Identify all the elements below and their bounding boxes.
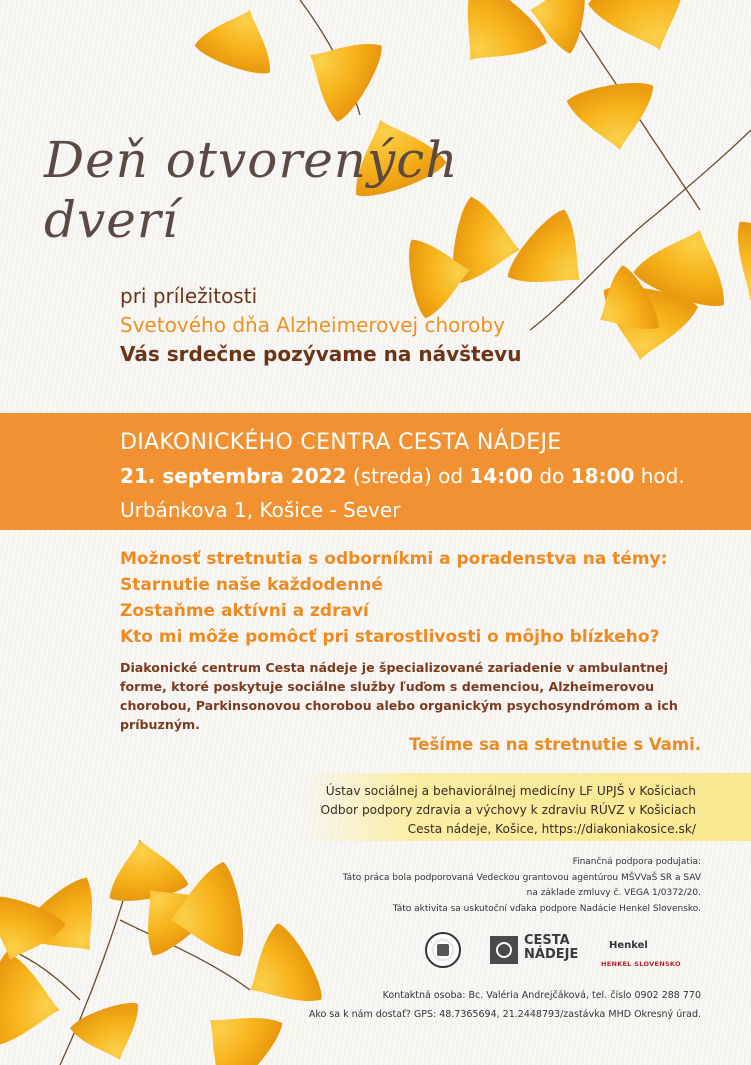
event-address: Urbánkova 1, Košice - Sever [120,498,401,522]
bottom-leaf-cluster [0,833,329,1065]
welcome-message: Tešíme sa na stretnutie s Vami. [409,735,701,754]
funding-line: Finančná podpora podujatia: [572,857,701,867]
center-description: Diakonické centrum Cesta nádeje je špecializované zariadenie v ambulantnej forme, ktoré poskytuje sociálne služby ľuďom s demenciou, Alzheimerovou chorobou, Parkinsonovou chorobou alebo organickým psychosyndrómom a ich príbuzným. [120,660,678,732]
organizer-name: DIAKONICKÉHO CENTRA CESTA NÁDEJE [120,430,562,455]
contact-info [309,986,701,1024]
event-date: 21. septembra 2022 [120,464,347,488]
intro-line-3: Vás srdečne pozývame na návštevu [120,342,522,366]
university-seal-logo [425,932,461,968]
topic-item: Starnutie naše každodenné [120,575,383,595]
henkel-logo-text: Henkel [609,940,648,951]
funding-line: na základe zmluvy č. VEGA 1/0372/20. [526,888,701,898]
start-time: 14:00 [469,464,534,488]
intro-line-2: Svetového dňa Alzheimerovej choroby [120,313,505,337]
topics-heading: Možnosť stretnutia s odborníkmi a poradenstva na témy: [120,549,668,569]
henkel-logo-subtext: HENKEL SLOVENSKO [601,960,681,968]
topic-item: Zostaňme aktívni a zdraví [120,601,369,621]
cesta-nadeje-mark-icon [490,936,518,964]
partner-line: Odbor podpory zdravia a výchovy k zdraviu RÚVZ v Košiciach [320,803,696,817]
contact-person: Kontaktná osoba: Bc. Valéria Andrejčáková, tel. číslo 0902 288 770 [382,990,701,1001]
from-word: od [438,464,464,488]
intro-line-1: pri príležitosti [120,284,258,308]
funding-info [343,855,701,917]
henkel-logo [601,932,701,972]
end-time: 18:00 [570,464,635,488]
partner-line: Ústav sociálnej a behaviorálnej medicíny LF UPJŠ v Košiciach [325,784,696,798]
funding-line: Táto práca bola podporovaná Vedeckou grantovou agentúrou MŠVVaŠ SR a SAV [342,872,701,883]
cesta-logo-text-1: CESTA [524,933,570,948]
to-word: do [539,464,565,488]
directions: Ako sa k nám dostať? GPS: 48.7365694, 21.2448793/zastávka MHD Okresný úrad. [308,1009,701,1020]
cesta-logo-text-2: NÁDEJE [524,947,579,962]
hours-word: hod. [640,464,685,488]
sponsor-logos [425,928,701,974]
event-info-band [0,413,751,530]
event-weekday: (streda) [352,464,432,488]
event-title: Deň otvorených dverí [44,131,459,249]
topic-item: Kto mi môže pomôcť pri starostlivosti o môjho blízkeho? [120,627,660,647]
intro-block [120,282,521,369]
topics-block [120,546,667,650]
event-datetime [120,459,685,493]
partners-band [300,773,751,841]
funding-line: Táto aktivita sa uskutoční vďaka podpore Nadácie Henkel Slovensko. [392,903,701,914]
partner-line: Cesta nádeje, Košice, https://diakoniakosice.sk/ [407,822,696,836]
